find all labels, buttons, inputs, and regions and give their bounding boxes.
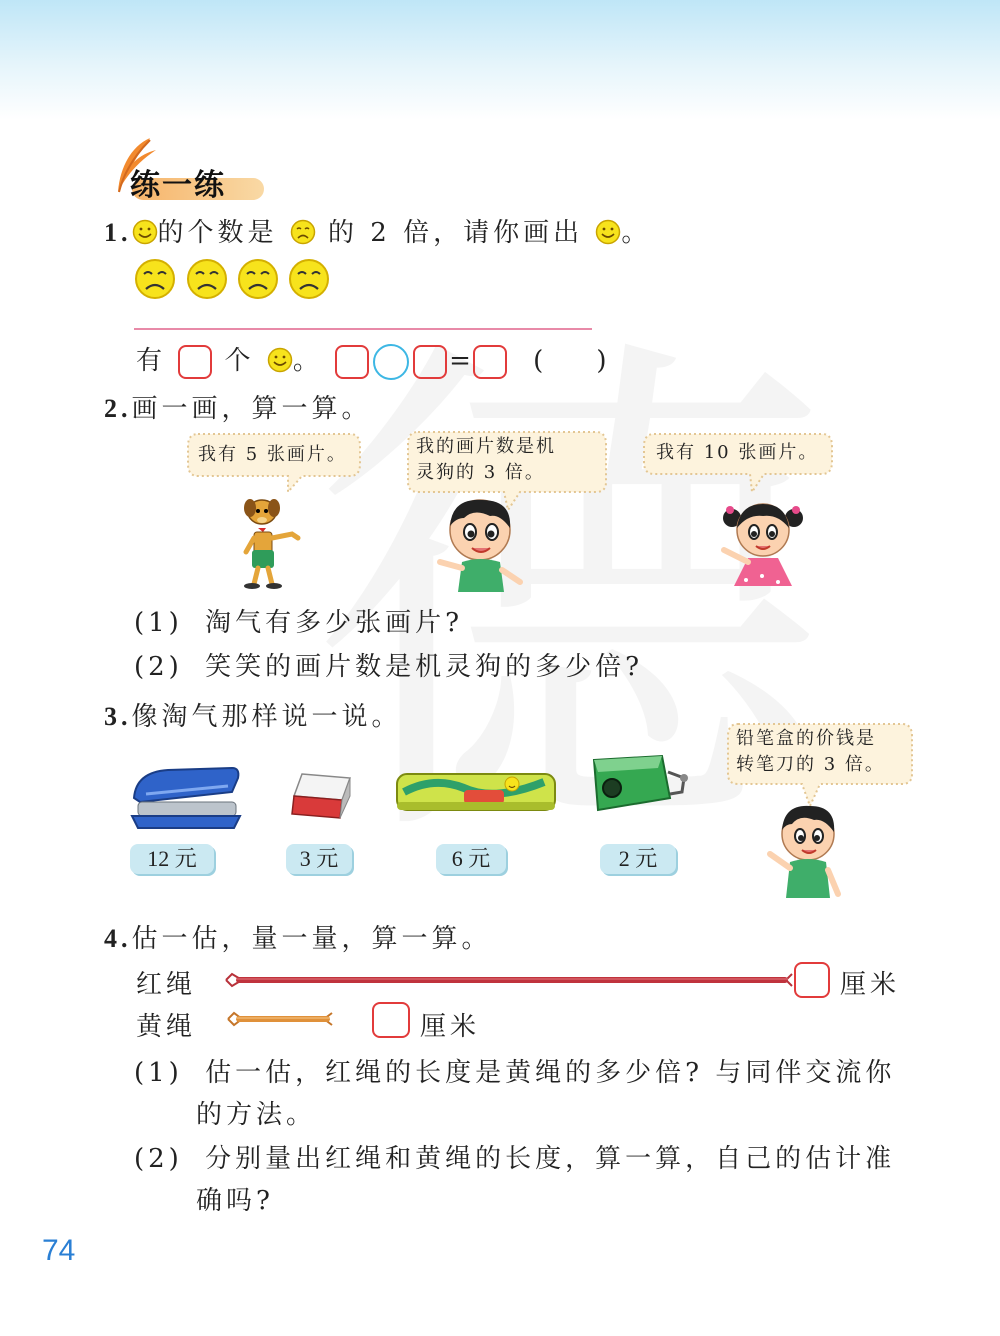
q4-sub2-line1: 分别量出红绳和黄绳的长度，算一算，自己的估计准 [205,1144,896,1174]
q4-sub1-label: (1) [134,1058,183,1088]
answer-mid: 个 [224,346,255,376]
sad-face-icon [290,219,316,245]
section-title: 练一练 [130,168,226,203]
unit-paren[interactable]: ( ) [533,346,611,376]
sad-face-icon [136,260,174,298]
red-rope-length-box[interactable] [794,962,830,998]
drawing-line[interactable] [134,328,592,330]
yellow-rope-unit: 厘米 [420,1012,481,1042]
price-tag-sharpener: 2 元 [600,844,676,874]
q4-title-line [104,918,492,955]
smile-face-icon [132,219,158,245]
section-heading [118,160,268,202]
q2-sub1 [134,602,463,639]
operator-circle[interactable] [373,344,409,380]
q2-number: 2. [104,394,132,423]
answer-prefix: 有 [136,346,167,376]
q2-sub1-text: 淘气有多少张画片? [205,608,464,638]
price-tag-pencil-case: 6 元 [436,844,506,874]
bubble-q3-line1: 铅笔盒的价钱是 [736,728,876,749]
bubble-boy-line2: 灵狗的 3 倍。 [416,462,545,483]
q1-number: 1. [104,218,132,247]
q3-title-line [104,696,402,733]
boy-character-q3 [766,798,842,902]
q2-sub2 [134,646,643,683]
q3-number: 3. [104,702,132,731]
red-rope-unit: 厘米 [840,970,901,1000]
pencil-sharpener-icon [584,752,690,816]
q4-sub2-line2: 确吗? [196,1186,274,1216]
bubble-girl-text: 我有 10 张画片。 [656,442,819,463]
speech-bubble-girl [640,430,836,496]
q2-sub1-label: (1) [134,608,183,638]
eraser-icon [288,770,354,824]
price-tag-eraser: 3 元 [286,844,352,874]
q2-sub2-label: (2) [134,652,183,682]
q4-sub2-label: (2) [134,1144,183,1174]
sad-face-icon [188,260,226,298]
girl-character [718,496,808,592]
bubble-dog-text: 我有 5 张画片。 [198,444,347,465]
sad-face-icon [239,260,277,298]
answer-box[interactable] [178,345,212,379]
yellow-rope-label: 黄绳 [136,1012,197,1042]
q1-text-a: 的个数是 [157,218,278,248]
q1-answer-line [136,342,611,380]
pencil-case-icon [394,768,558,816]
page-number: 74 [42,1234,76,1267]
speech-bubble-boy-q3 [724,720,916,810]
speech-bubble-dog [184,430,364,496]
q1-text-c: 。 [621,218,652,248]
page-header-gradient [0,0,1000,120]
bubble-q3-line2: 转笔刀的 3 倍。 [736,754,885,775]
q3-title: 像淘气那样说一说。 [131,702,402,732]
sad-face-row [134,258,354,304]
boy-character [434,494,530,594]
smile-face-icon [595,219,621,245]
q4-sub2 [134,1138,895,1175]
q1-line [104,212,651,249]
smile-face-icon [267,347,293,373]
price-tag-stapler: 12 元 [130,844,214,874]
q4-sub1-line2: 的方法。 [196,1100,317,1130]
q4-sub1 [134,1052,895,1089]
yellow-rope-length-box[interactable] [372,1002,410,1038]
q4-number: 4. [104,924,132,953]
q2-title: 画一画，算一算。 [131,394,372,424]
q4-sub1-line1: 估一估，红绳的长度是黄绳的多少倍? 与同伴交流你 [205,1058,896,1088]
q1-text-b: 的 2 倍，请你画出 [328,218,584,248]
q2-title-line [104,388,372,425]
stapler-icon [128,762,244,832]
bubble-boy-line1: 我的画片数是机 [416,436,556,457]
dog-character [232,498,308,590]
yellow-rope [224,1010,340,1028]
red-rope [222,970,796,990]
red-rope-label: 红绳 [136,970,197,1000]
equals-sign: = [449,346,471,376]
equation-box-2[interactable] [413,345,447,379]
equation-box-1[interactable] [335,345,369,379]
answer-dot: 。 [292,346,323,376]
q4-title: 估一估，量一量，算一算。 [131,924,492,954]
q2-sub2-text: 笑笑的画片数是机灵狗的多少倍? [205,652,644,682]
sad-face-icon [290,260,328,298]
equation-result-box[interactable] [473,345,507,379]
